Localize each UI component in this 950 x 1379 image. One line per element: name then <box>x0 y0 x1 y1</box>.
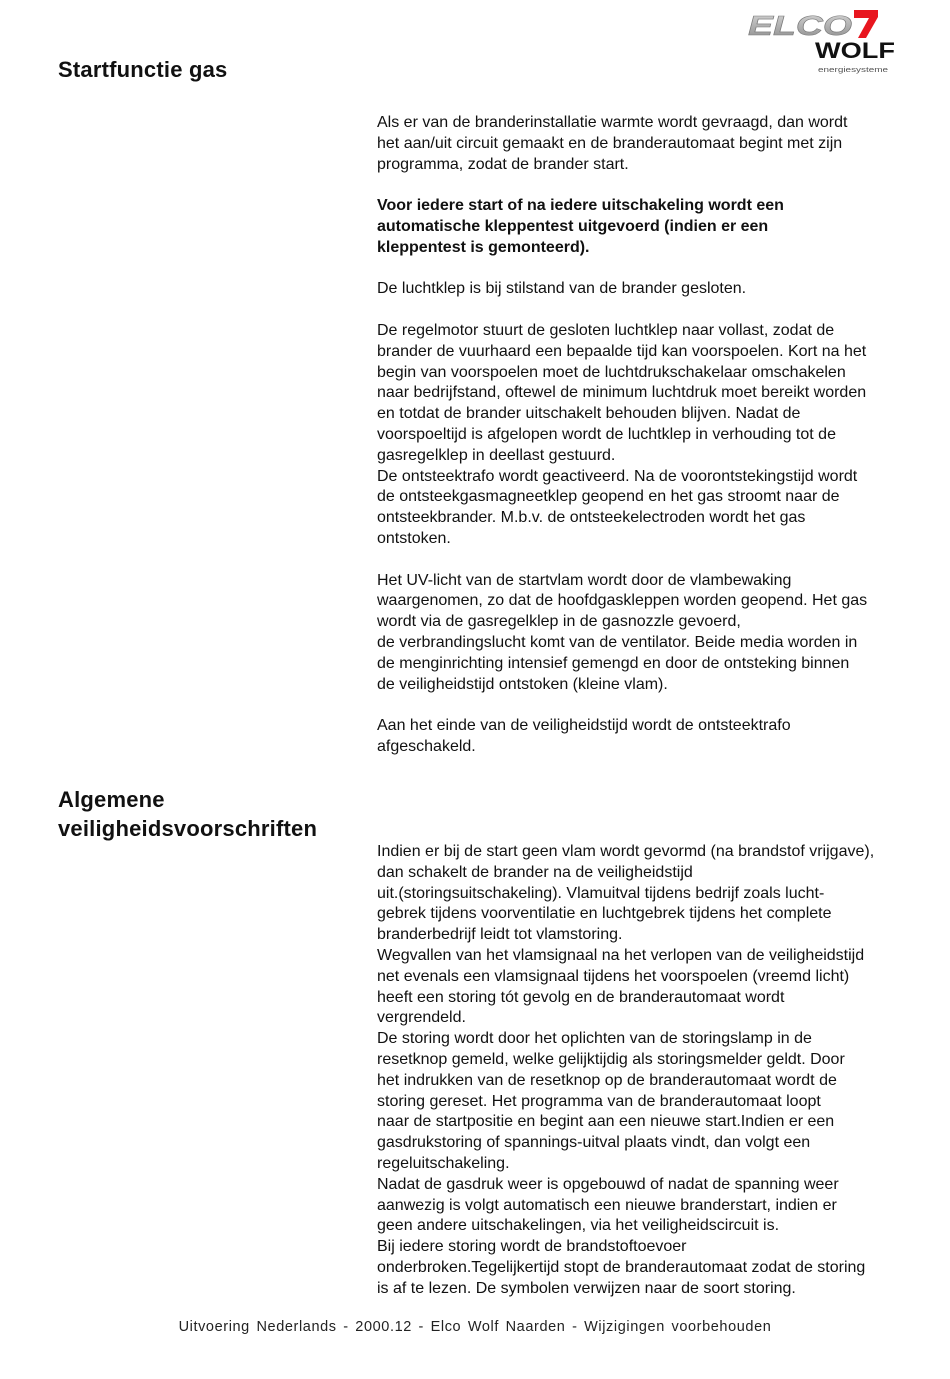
text-line: resetknop gemeld, welke gelijktijdig als storingsmelder geldt. Door <box>377 1050 845 1068</box>
text-line: wordt via de gasregelklep in de gasnozzle gevoerd, <box>377 613 741 631</box>
title-line: Algemene <box>58 787 165 812</box>
text-line: branderbedrijf leidt tot vlamstoring. <box>377 926 623 944</box>
text-line: gasdrukstoring of spannings-uitval plaats vindt, dan volgt een <box>377 1134 811 1152</box>
text-line: regeluitschakeling. <box>377 1154 510 1172</box>
text-line: onderbroken.Tegelijkertijd stopt de branderautomaat zodat de storing <box>377 1258 866 1276</box>
paragraph <box>377 279 897 300</box>
text-line: de ontsteekgasmagneetklep geopend en het gas stroomt naar de <box>377 488 840 506</box>
logo-top-text: ELCO <box>748 10 853 41</box>
text-line: de veiligheidstijd ontstoken (kleine vlam). <box>377 675 668 693</box>
section-title-startfunctie: Startfunctie gas <box>58 57 228 82</box>
text-line: ontstoken. <box>377 529 451 547</box>
text-line: De storing wordt door het oplichten van de storingslamp in de <box>377 1030 812 1048</box>
text-line: de verbrandingslucht komt van de ventilator. Beide media worden in <box>377 633 858 651</box>
text-line: Nadat de gasdruk weer is opgebouwd of nadat de spanning weer <box>377 1175 839 1193</box>
section-title-veiligheid <box>58 785 378 843</box>
logo-tagline: energiesysteme <box>818 67 889 74</box>
paragraph <box>377 571 897 696</box>
text-line: Indien er bij de start geen vlam wordt gevormd (na brandstof vrijgave), <box>377 843 875 860</box>
text-line: heeft een storing tót gevolg en de branderautomaat wordt <box>377 988 785 1006</box>
text-line: en totdat de brander uitschakelt behouden blijven. Nadat de <box>377 405 801 423</box>
text-line: gasregelklep in deellast gestuurd. <box>377 446 616 464</box>
text-line: ontsteekbrander. M.b.v. de ontsteekelectroden wordt het gas <box>377 509 806 527</box>
paragraph <box>377 842 897 1300</box>
text-line: storing gereset. Het programma van de branderautomaat loopt <box>377 1092 821 1110</box>
text-line: naar bedrijfstand, oftewel de minimum luchtdruk moet bereikt worden <box>377 384 867 402</box>
text-line: brander de vuurhaard een bepaalde tijd kan voorspoelen. Kort na het <box>377 342 867 360</box>
logo-seven-mark <box>854 10 878 38</box>
text-line: Het UV-licht van de startvlam wordt door de vlambewaking <box>377 571 792 589</box>
text-line: vergrendeld. <box>377 1009 466 1027</box>
text-line: De regelmotor stuurt de gesloten luchtklep naar vollast, zodat de <box>377 321 835 339</box>
text-line: begin van voorspoelen moet de luchtdrukschakelaar omschakelen <box>377 363 846 381</box>
text-line: kleppentest is gemonteerd). <box>377 238 590 256</box>
page-footer: Uitvoering Nederlands - 2000.12 - Elco Wolf Naarden - Wijzigingen voorbehouden <box>178 1319 772 1335</box>
paragraph <box>377 113 897 175</box>
paragraph <box>377 716 897 758</box>
text-line: het aan/uit circuit gemaakt en de branderautomaat begint met zijn <box>377 134 843 152</box>
text-line: naar de startpositie en begint aan een nieuwe start.Indien er een <box>377 1113 835 1131</box>
text-line: Wegvallen van het vlamsignaal na het verlopen van de veiligheidstijd <box>377 946 865 964</box>
title-line: veiligheidsvoorschriften <box>58 816 318 841</box>
text-line: waargenomen, zo dat de hoofdgaskleppen worden geopend. Het gas <box>377 592 868 610</box>
section-body-startfunctie <box>377 113 897 758</box>
text-line: programma, zodat de brander start. <box>377 155 629 173</box>
text-line: uit.(storingsuitschakeling). Vlamuitval tijdens bedrijf zoals lucht- <box>377 884 825 902</box>
text-line: het indrukken van de resetknop op de branderautomaat wordt de <box>377 1071 837 1089</box>
text-line: de menginrichting intensief gemengd en door de ontsteking binnen <box>377 654 850 672</box>
text-line: automatische kleppentest uitgevoerd (indien er een <box>377 217 769 235</box>
logo-bottom-text: WOLF <box>815 38 895 63</box>
paragraph <box>377 321 897 550</box>
text-line: Bij iedere storing wordt de brandstoftoevoer <box>377 1238 687 1256</box>
text-line: voorspoeltijd is afgelopen wordt de luchtklep in verhouding tot de <box>377 425 836 443</box>
elco-wolf-logo <box>742 4 898 78</box>
text-line: De luchtklep is bij stilstand van de brander gesloten. <box>377 280 747 298</box>
text-line: is af te lezen. De symbolen verwijzen naar de soort storing. <box>377 1279 796 1297</box>
section-body-veiligheid <box>377 842 897 1300</box>
text-line: dan schakelt de brander na de veiligheidstijd <box>377 863 693 881</box>
paragraph <box>377 196 897 258</box>
text-line: Voor iedere start of na iedere uitschakeling wordt een <box>377 197 784 215</box>
text-line: aanwezig is volgt automatisch een nieuwe branderstart, indien er <box>377 1196 837 1214</box>
text-line: afgeschakeld. <box>377 737 476 755</box>
text-line: gebrek tijdens voorventilatie en luchtgebrek tijdens het complete <box>377 905 832 923</box>
text-line: Aan het einde van de veiligheidstijd wordt de ontsteektrafo <box>377 717 791 735</box>
text-line: De ontsteektrafo wordt geactiveerd. Na de voorontstekingstijd wordt <box>377 467 858 485</box>
text-line: net evenals een vlamsignaal tijdens het voorspoelen (vreemd licht) <box>377 967 850 985</box>
text-line: geen andere uitschakelingen, via het veiligheidscircuit is. <box>377 1217 780 1235</box>
text-line: Als er van de branderinstallatie warmte wordt gevraagd, dan wordt <box>377 114 848 131</box>
